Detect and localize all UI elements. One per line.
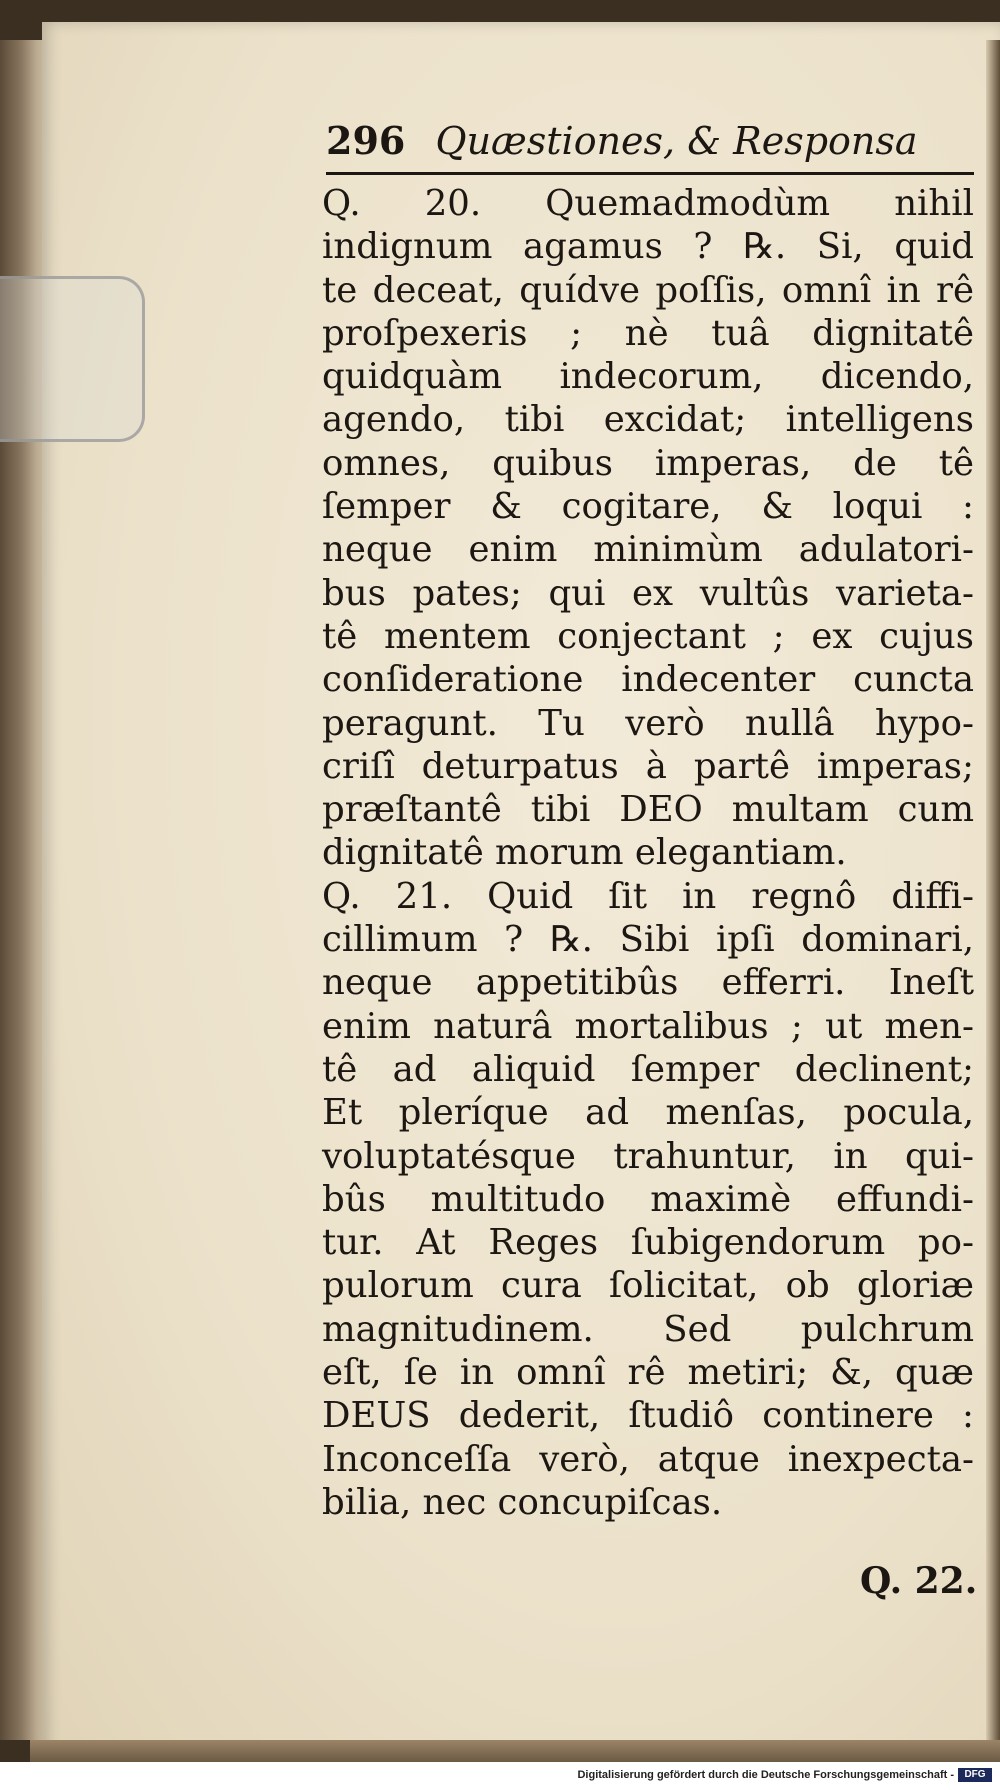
- text-line: quidquàm indecorum, dicendo,: [322, 356, 974, 398]
- text-line: te deceat, quídve poſſis, omnî in rê: [322, 269, 974, 311]
- text-line: tur. At Reges ſubigendorum po-: [322, 1222, 974, 1264]
- text-line: proſpexeris ; nè tuâ dignitatê: [322, 312, 974, 354]
- header-rule: [326, 172, 974, 175]
- page-gutter-shadow: [986, 40, 1000, 1740]
- text-line: criſî deturpatus à partê imperas;: [322, 745, 974, 787]
- text-line: Q. 21. Quid ſit in regnô diffi-: [322, 875, 974, 917]
- page-number: 296: [326, 118, 406, 163]
- text-line: indignum agamus ? ℞. Si, quid: [322, 226, 974, 268]
- text-line: Et pleríque ad menſas, pocula,: [322, 1092, 974, 1134]
- text-line: bus pates; qui ex vultûs varieta-: [322, 572, 974, 614]
- text-line: peragunt. Tu verò nullâ hypo-: [322, 702, 974, 744]
- text-line: voluptatésque trahuntur, in qui-: [322, 1135, 974, 1177]
- text-line: cillimum ? ℞. Sibi ipſi dominari,: [322, 919, 974, 961]
- text-line: tê ad aliquid ſemper declinent;: [322, 1048, 974, 1090]
- text-line: præſtantê tibi DEO multam cum: [322, 789, 974, 831]
- text-line: tê mentem conjectant ; ex cujus: [322, 615, 974, 657]
- text-line: pulorum cura ſolicitat, ob gloriæ: [322, 1265, 974, 1307]
- text-line: magnitudinem. Sed pulchrum: [322, 1308, 974, 1350]
- text-line: dignitatê morum elegantiam.: [322, 832, 847, 874]
- text-line: bûs multitudo maximè effundi-: [322, 1178, 974, 1220]
- text-line: conſideratione indecenter cuncta: [322, 659, 974, 701]
- dfg-logo: DFG: [958, 1768, 992, 1782]
- footer-credit: Digitalisierung gefördert durch die Deutsche Forschungsgemeinschaft -: [577, 1769, 954, 1781]
- text-line: bilia, nec concupiſcas.: [322, 1481, 723, 1523]
- text-line: neque enim minimùm adulatori-: [322, 529, 974, 571]
- body-text: [322, 182, 974, 1524]
- text-line: eſt, ſe in omnî rê metiri; &, quæ: [322, 1352, 974, 1394]
- running-head: [326, 118, 976, 166]
- text-line: Q. 20. Quemadmodùm nihil: [322, 183, 974, 224]
- text-line: agendo, tibi excidat; intelligens: [322, 399, 974, 441]
- catchword: Q. 22.: [860, 1560, 978, 1602]
- text-line: omnes, quibus imperas, de tê: [322, 442, 974, 484]
- text-line: enim naturâ mortalibus ; ut men-: [322, 1005, 974, 1047]
- text-line: ſemper & cogitare, & loqui :: [322, 486, 974, 528]
- book-bottom-edge: [30, 1740, 1000, 1762]
- text-line: Inconceſſa verò, atque inexpecta-: [322, 1438, 974, 1480]
- page-clip: [0, 276, 145, 442]
- text-line: neque appetitibûs efferri. Ineſt: [322, 962, 974, 1004]
- page-title: Quæstiones, & Responsa: [435, 119, 918, 163]
- text-line: DEUS dederit, ſtudiô continere :: [322, 1395, 974, 1437]
